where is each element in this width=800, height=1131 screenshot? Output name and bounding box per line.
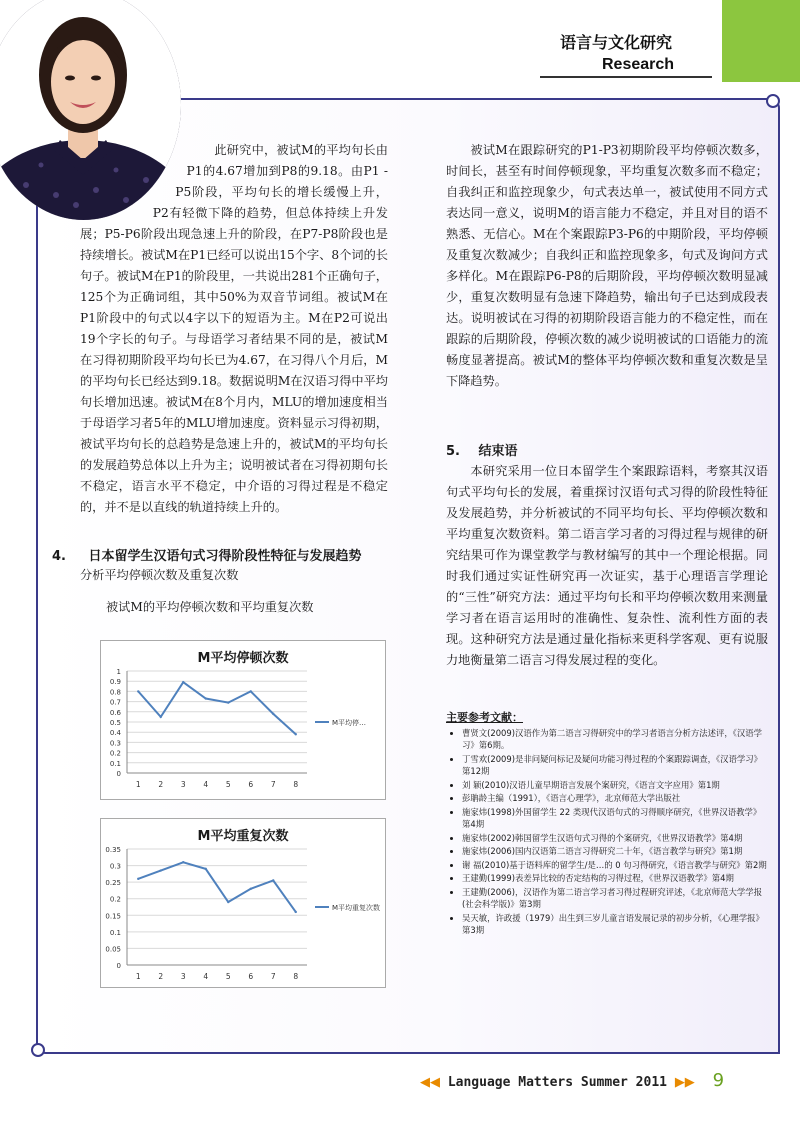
x-tick-label: 4: [203, 972, 209, 981]
right-paragraph-1: 被试M在跟踪研究的P1-P3初期阶段平均停顿次数多，时间长，甚至有时间停顿现象，平均重复次数多而不稳定；自我纠正和监控现象少，句式表达单一，被试使用不同方式表达同一意义，说明M的语言能力不稳定，并且对目的语不熟悉、无信心。M在个案跟踪P3-P6的中期阶段，平均停顿及重复次数减少；自我纠正和监控现象多，句式及询问方式多样化。M在跟踪P6-P8的后期阶段，平均停顿次数明显减少，重复次数明显有急速下降趋势，输出句子已达到成段表达。说明被试在习得的初期阶段语言能力的不稳定性，而在跟踪的后期阶段，停顿次数的减少说明被试的口语能力的流畅度显著提高。被试M的整体平均停顿次数和重复次数是呈下降趋势。: [446, 143, 768, 388]
y-tick-label: 0: [116, 770, 121, 778]
next-arrows-icon: ▶▶: [674, 1075, 695, 1090]
x-tick-label: 7: [270, 972, 276, 981]
x-tick-label: 7: [270, 780, 276, 789]
x-tick-label: 8: [293, 972, 299, 981]
y-tick-label: 1: [116, 668, 121, 676]
figure-caption: 被试M的平均停顿次数和平均重复次数: [106, 600, 314, 614]
footer-text: Language Matters Summer 2011: [447, 1075, 667, 1090]
x-tick-label: 4: [203, 780, 209, 789]
x-tick-label: 5: [225, 972, 231, 981]
right-column: [446, 140, 768, 392]
frame-ornament-top: [766, 94, 780, 108]
x-tick-label: 2: [158, 780, 164, 789]
y-tick-label: 0.6: [109, 708, 121, 717]
data-point: [137, 878, 139, 880]
conclusion: [446, 461, 768, 671]
x-tick-label: 5: [225, 780, 231, 789]
y-tick-label: 0.15: [105, 912, 121, 921]
y-tick-label: 0.3: [109, 862, 121, 871]
references-title: 主要参考文献：: [446, 711, 523, 724]
x-tick-label: 6: [248, 972, 254, 981]
x-tick-label: 2: [158, 972, 164, 981]
y-tick-label: 0.3: [109, 739, 121, 748]
left-column: [80, 140, 388, 518]
right-paragraph-2: 本研究采用一位日本留学生个案跟踪语料，考察其汉语句式平均句长的发展，着重探讨汉语句式习得的阶段性特征及发展趋势，并分析被试的不同平均句长、平均停顿次数和平均重复次数资料。第二语言学习者的习得过程与规律的研究结果可作为课堂教学与教材编写的其中一个理论根据。同时我们通过实证性研究再一次证实，基于心理语言学理论的“三性”研究方法：通过平均句长和平均停顿次数用来测量学习者在语言运用时的准确性、复杂性、流利性方面的表现。这种研究方法是通过量化指标来更科学客观、更有说服力地衡量第二语言习得发展过程的变化。: [446, 464, 768, 667]
reference-item: • 王建勤(1999)表差异比较的否定结构的习得过程，《世界汉语教学》第4期: [462, 872, 768, 885]
footer: [420, 1070, 724, 1091]
data-point: [272, 713, 274, 715]
y-tick-label: 0.9: [109, 678, 121, 687]
chart-2-svg: [101, 819, 385, 987]
chart-pause-count: [100, 640, 386, 800]
header-accent-box: [722, 0, 800, 82]
reference-item: • 刘 颖(2010)汉语儿童早期语言发展个案研究，《语言文字应用》第1期: [462, 779, 768, 792]
y-tick-label: 0.35: [105, 846, 121, 854]
reference-item: • 吴天敏，许政援（1979）出生到三岁儿童言语发展记录的初步分析，《心理学报》第3期: [462, 912, 768, 937]
section-5-title: 结束语: [478, 444, 518, 459]
y-tick-label: 0.7: [109, 698, 121, 707]
reference-item: • 曹贤文(2009)汉语作为第二语言习得研究中的学习者语言分析方法述评，《汉语学习》第6期。: [462, 727, 768, 752]
data-point: [295, 733, 297, 735]
data-point: [160, 716, 162, 718]
y-tick-label: 0.2: [109, 895, 121, 904]
references: [446, 712, 768, 938]
legend-label: M平均重复次数: [332, 904, 381, 912]
data-point: [160, 869, 162, 871]
x-tick-label: 1: [135, 780, 141, 789]
legend-label: M平均停…: [332, 719, 367, 727]
data-point: [182, 861, 184, 863]
section-subtitle: Research: [602, 56, 675, 73]
chart-1-svg: [101, 641, 385, 799]
frame-ornament-bottom: [31, 1043, 45, 1057]
page-number: 9: [712, 1070, 725, 1091]
x-tick-label: 3: [180, 780, 186, 789]
data-point: [250, 690, 252, 692]
y-tick-label: 0.05: [105, 945, 121, 954]
data-point: [227, 901, 229, 903]
data-point: [295, 911, 297, 913]
section-5-heading: [446, 440, 518, 459]
y-tick-label: 0.5: [109, 719, 121, 727]
data-point: [205, 697, 207, 699]
data-point: [137, 690, 139, 692]
reference-item: • 施家炜(2002)韩国留学生汉语句式习得的个案研究，《世界汉语教学》第4期: [462, 832, 768, 845]
section-4-heading: [52, 545, 362, 564]
chart-2-title: M平均重复次数: [197, 829, 289, 844]
reference-item: • 施家炜(1998)外国留学生 22 类现代汉语句式的习得顺序研究，《世界汉语教学》第4期: [462, 806, 768, 831]
series-line: [138, 682, 296, 734]
section-4-subtitle: 分析平均停顿次数及重复次数: [80, 568, 239, 582]
y-tick-label: 0.8: [109, 688, 121, 697]
chart-repeat-count: [100, 818, 386, 988]
y-tick-label: 0.4: [109, 729, 121, 738]
y-tick-label: 0: [116, 962, 121, 970]
section-5-number: 5.: [446, 444, 460, 459]
y-tick-label: 0.25: [105, 879, 121, 888]
y-tick-label: 0.2: [109, 749, 121, 758]
x-tick-label: 8: [293, 780, 299, 789]
header-underline: [540, 76, 712, 78]
data-point: [250, 888, 252, 890]
reference-item: • 谢 福(2010)基于语料库的留学生/是…的 0 句习得研究，《语言教学与研究》第2期: [462, 859, 768, 872]
data-point: [272, 879, 274, 881]
y-tick-label: 0.1: [109, 759, 121, 768]
section-title: 语言与文化研究: [560, 33, 673, 52]
data-point: [182, 681, 184, 683]
reference-item: • 彭聃龄主编（1991），《语言心理学》，北京师范大学出版社: [462, 792, 768, 805]
reference-item: • 丁雪欢(2009)是非问疑问标记及疑问功能习得过程的个案跟踪调查，《汉语学习》第12期: [462, 753, 768, 778]
prev-arrows-icon: ◀◀: [420, 1075, 440, 1090]
section-4-title: 日本留学生汉语句式习得阶段性特征与发展趋势: [88, 549, 362, 564]
references-list: [446, 727, 768, 937]
x-tick-label: 3: [180, 972, 186, 981]
y-tick-label: 0.1: [109, 928, 121, 937]
reference-item: • 施家炜(2006)国内汉语第二语言习得研究二十年，《语言教学与研究》第1期: [462, 845, 768, 858]
series-line: [138, 862, 296, 912]
left-paragraph: 此研究中，被试M的平均句长由P1的4.67增加到P8的9.18。由P1 - P5阶段，平均句长的增长缓慢上升，P2有轻微下降的趋势，但总体持续上升发展；P5-P6阶段出现急速上升的阶段，在P7-P8阶段也是持续增长。被试M在P1已经可以说出15个字、8个词的长句子。被试M在P1的阶段里，一共说出281个正确句子，125个为正确词组，其中50%为双音节词组。被试M在P1阶段中的句式以4字以下的短语为主。M在P2可说出19个字长的句子。与母语学习者结果不同的是，被试M在习得初期阶段平均句长已为4.67，在习得八个月后，M的平均句长已经达到9.18。数据说明M在汉语习得中平均句长增加迅速。被试M在8个月内，MLU的增加速度相当于母语学习者5年的MLU增加速度。资料显示习得初期，被试平均句长的总趋势是急速上升的，被试M的平均句长的发展趋势总体以上升为主；说明被试者在习得初期句长不稳定，语言水平不稳定，中介语的习得过程是不稳定的，并不是以直线的轨道持续上升的。: [80, 143, 388, 514]
x-tick-label: 6: [248, 780, 254, 789]
data-point: [205, 868, 207, 870]
reference-item: • 王建勤(2006)，汉语作为第二语言学习者习得过程研究评述，《北京师范大学学报(社会科学版)》第3期: [462, 886, 768, 911]
x-tick-label: 1: [135, 972, 141, 981]
section-4-number: 4.: [52, 549, 66, 564]
chart-1-title: M平均停顿次数: [197, 651, 289, 666]
data-point: [227, 701, 229, 703]
